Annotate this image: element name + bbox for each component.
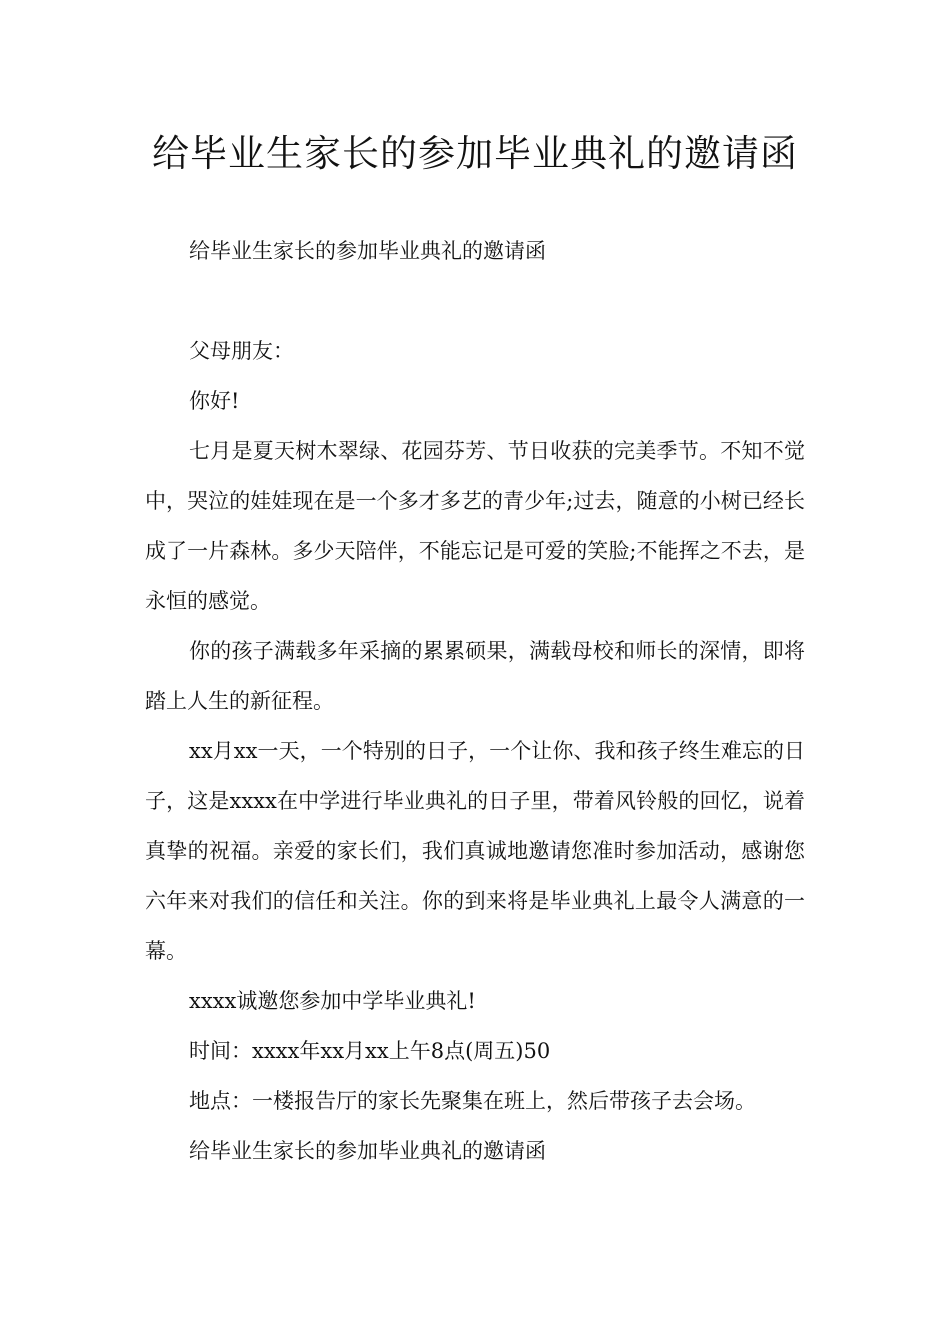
- greeting: 你好!: [189, 389, 240, 413]
- subtitle-text: 给毕业生家长的参加毕业典礼的邀请函: [189, 239, 546, 263]
- salutation: 父母朋友：: [189, 339, 294, 363]
- time-line: 时间：xxxx年xx月xx上午8点(周五)50: [189, 1039, 551, 1063]
- closing-title: 给毕业生家长的参加毕业典礼的邀请函: [189, 1139, 546, 1163]
- paragraph-journey: 你的孩子满载多年采摘的累累硕果，满载母校和师长的深情，即将踏上人生的新征程。: [145, 639, 805, 713]
- paragraph-seasons: 七月是夏天树木翠绿、花园芬芳、节日收获的完美季节。不知不觉中，哭泣的娃娃现在是一个多才多艺的青少年;过去，随意的小树已经长成了一片森林。多少天陪伴，不能忘记是可爱的笑脸;不能挥之不去，是永恒的感觉。: [145, 439, 805, 613]
- letter-body: [145, 326, 805, 1176]
- document-title: 给毕业生家长的参加毕业典礼的邀请函: [152, 132, 798, 175]
- location-line: 地点：一楼报告厅的家长先聚集在班上，然后带孩子去会场。: [189, 1089, 756, 1113]
- invitation-line: xxxx诚邀您参加中学毕业典礼!: [189, 989, 476, 1013]
- paragraph-ceremony: xx月xx一天，一个特别的日子，一个让你、我和孩子终生难忘的日子，这是xxxx在中学进行毕业典礼的日子里，带着风铃般的回忆，说着真挚的祝福。亲爱的家长们，我们真诚地邀请您准时参加活动，感谢您六年来对我们的信任和关注。你的到来将是毕业典礼上最令人满意的一幕。: [145, 739, 805, 963]
- document-subtitle: [145, 226, 805, 276]
